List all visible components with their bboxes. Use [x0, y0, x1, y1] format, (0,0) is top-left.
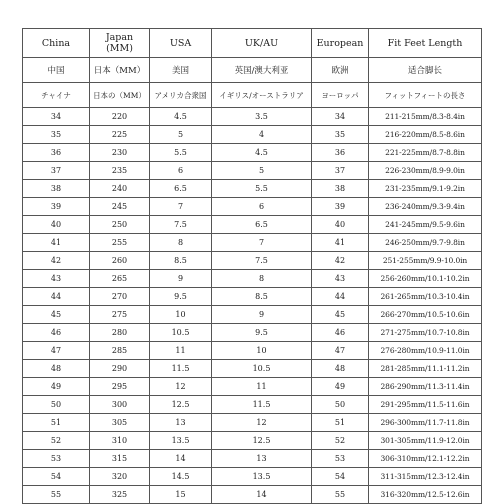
header-zh-japan: 日本（MM） [90, 58, 150, 83]
table-row [23, 360, 482, 378]
table-row [23, 216, 482, 234]
cell-usa-size: 14 [150, 450, 212, 468]
cell-japan-mm-size: 295 [90, 378, 150, 396]
cell-china-size: 54 [23, 468, 90, 486]
cell-china-size: 36 [23, 144, 90, 162]
cell-uk-au-size: 7.5 [212, 252, 312, 270]
header-ja-japan: 日本の（MM） [90, 83, 150, 108]
cell-china-size: 51 [23, 414, 90, 432]
cell-fit-feet-length: 211-215mm/8.3-8.4in [369, 108, 482, 126]
cell-japan-mm-size: 245 [90, 198, 150, 216]
cell-fit-feet-length: 251-255mm/9.9-10.0in [369, 252, 482, 270]
header-row-japanese [23, 83, 482, 108]
cell-japan-mm-size: 230 [90, 144, 150, 162]
header-ja-fit-feet-length: フィットフィートの長さ [369, 83, 482, 108]
cell-japan-mm-size: 290 [90, 360, 150, 378]
cell-japan-mm-size: 285 [90, 342, 150, 360]
cell-china-size: 50 [23, 396, 90, 414]
cell-china-size: 52 [23, 432, 90, 450]
cell-china-size: 46 [23, 324, 90, 342]
cell-japan-mm-size: 240 [90, 180, 150, 198]
cell-european-size: 49 [312, 378, 369, 396]
cell-usa-size: 13 [150, 414, 212, 432]
cell-fit-feet-length: 286-290mm/11.3-11.4in [369, 378, 482, 396]
cell-uk-au-size: 10.5 [212, 360, 312, 378]
cell-uk-au-size: 9 [212, 306, 312, 324]
cell-fit-feet-length: 281-285mm/11.1-11.2in [369, 360, 482, 378]
cell-china-size: 43 [23, 270, 90, 288]
header-ja-china: チャイナ [23, 83, 90, 108]
cell-european-size: 38 [312, 180, 369, 198]
cell-uk-au-size: 5 [212, 162, 312, 180]
cell-china-size: 41 [23, 234, 90, 252]
table-row [23, 108, 482, 126]
table-row [23, 378, 482, 396]
cell-fit-feet-length: 226-230mm/8.9-9.0in [369, 162, 482, 180]
header-zh-fit-feet-length: 适合脚长 [369, 58, 482, 83]
cell-uk-au-size: 5.5 [212, 180, 312, 198]
cell-fit-feet-length: 231-235mm/9.1-9.2in [369, 180, 482, 198]
cell-usa-size: 4.5 [150, 108, 212, 126]
header-fit-feet-length: Fit Feet Length [369, 29, 482, 58]
table-row [23, 324, 482, 342]
cell-japan-mm-size: 270 [90, 288, 150, 306]
cell-european-size: 50 [312, 396, 369, 414]
cell-uk-au-size: 6.5 [212, 216, 312, 234]
header-zh-usa: 美国 [150, 58, 212, 83]
cell-fit-feet-length: 271-275mm/10.7-10.8in [369, 324, 482, 342]
cell-fit-feet-length: 291-295mm/11.5-11.6in [369, 396, 482, 414]
cell-usa-size: 12.5 [150, 396, 212, 414]
cell-european-size: 42 [312, 252, 369, 270]
table-row [23, 270, 482, 288]
cell-japan-mm-size: 305 [90, 414, 150, 432]
cell-japan-mm-size: 250 [90, 216, 150, 234]
header-european: European [312, 29, 369, 58]
cell-fit-feet-length: 266-270mm/10.5-10.6in [369, 306, 482, 324]
cell-uk-au-size: 4.5 [212, 144, 312, 162]
cell-usa-size: 15 [150, 486, 212, 504]
header-zh-china: 中国 [23, 58, 90, 83]
table-row [23, 486, 482, 504]
cell-european-size: 55 [312, 486, 369, 504]
cell-usa-size: 5.5 [150, 144, 212, 162]
cell-china-size: 48 [23, 360, 90, 378]
size-chart-table [22, 28, 482, 504]
cell-china-size: 53 [23, 450, 90, 468]
cell-japan-mm-size: 260 [90, 252, 150, 270]
cell-fit-feet-length: 261-265mm/10.3-10.4in [369, 288, 482, 306]
cell-usa-size: 5 [150, 126, 212, 144]
cell-usa-size: 13.5 [150, 432, 212, 450]
cell-uk-au-size: 13.5 [212, 468, 312, 486]
cell-china-size: 35 [23, 126, 90, 144]
cell-japan-mm-size: 325 [90, 486, 150, 504]
cell-fit-feet-length: 311-315mm/12.3-12.4in [369, 468, 482, 486]
cell-uk-au-size: 12 [212, 414, 312, 432]
cell-japan-mm-size: 275 [90, 306, 150, 324]
cell-uk-au-size: 12.5 [212, 432, 312, 450]
cell-fit-feet-length: 236-240mm/9.3-9.4in [369, 198, 482, 216]
header-japan-mm [90, 29, 150, 58]
cell-fit-feet-length: 316-320mm/12.5-12.6in [369, 486, 482, 504]
header-zh-uk-au: 英国/澳大利亚 [212, 58, 312, 83]
table-row [23, 414, 482, 432]
header-row-chinese [23, 58, 482, 83]
cell-usa-size: 7.5 [150, 216, 212, 234]
cell-uk-au-size: 11 [212, 378, 312, 396]
cell-china-size: 39 [23, 198, 90, 216]
cell-usa-size: 14.5 [150, 468, 212, 486]
cell-usa-size: 11 [150, 342, 212, 360]
cell-japan-mm-size: 255 [90, 234, 150, 252]
cell-uk-au-size: 8 [212, 270, 312, 288]
cell-usa-size: 10.5 [150, 324, 212, 342]
cell-usa-size: 7 [150, 198, 212, 216]
cell-european-size: 34 [312, 108, 369, 126]
cell-uk-au-size: 14 [212, 486, 312, 504]
cell-china-size: 40 [23, 216, 90, 234]
cell-fit-feet-length: 306-310mm/12.1-12.2in [369, 450, 482, 468]
cell-usa-size: 9 [150, 270, 212, 288]
cell-usa-size: 8 [150, 234, 212, 252]
cell-uk-au-size: 4 [212, 126, 312, 144]
cell-european-size: 44 [312, 288, 369, 306]
cell-japan-mm-size: 225 [90, 126, 150, 144]
cell-china-size: 38 [23, 180, 90, 198]
cell-japan-mm-size: 235 [90, 162, 150, 180]
cell-european-size: 48 [312, 360, 369, 378]
table-row [23, 288, 482, 306]
header-ja-usa: アメリカ合衆国 [150, 83, 212, 108]
cell-european-size: 54 [312, 468, 369, 486]
cell-uk-au-size: 9.5 [212, 324, 312, 342]
cell-fit-feet-length: 221-225mm/8.7-8.8in [369, 144, 482, 162]
cell-european-size: 36 [312, 144, 369, 162]
cell-fit-feet-length: 301-305mm/11.9-12.0in [369, 432, 482, 450]
cell-china-size: 49 [23, 378, 90, 396]
cell-usa-size: 6 [150, 162, 212, 180]
header-zh-european: 欧洲 [312, 58, 369, 83]
cell-european-size: 51 [312, 414, 369, 432]
cell-uk-au-size: 11.5 [212, 396, 312, 414]
cell-fit-feet-length: 296-300mm/11.7-11.8in [369, 414, 482, 432]
cell-european-size: 40 [312, 216, 369, 234]
cell-uk-au-size: 6 [212, 198, 312, 216]
cell-european-size: 35 [312, 126, 369, 144]
size-chart-body [23, 29, 482, 504]
header-china: China [23, 29, 90, 58]
cell-usa-size: 10 [150, 306, 212, 324]
header-usa: USA [150, 29, 212, 58]
table-row [23, 144, 482, 162]
cell-fit-feet-length: 216-220mm/8.5-8.6in [369, 126, 482, 144]
header-row-english [23, 29, 482, 58]
cell-european-size: 39 [312, 198, 369, 216]
cell-china-size: 42 [23, 252, 90, 270]
cell-japan-mm-size: 310 [90, 432, 150, 450]
cell-uk-au-size: 8.5 [212, 288, 312, 306]
cell-usa-size: 8.5 [150, 252, 212, 270]
cell-fit-feet-length: 246-250mm/9.7-9.8in [369, 234, 482, 252]
cell-european-size: 46 [312, 324, 369, 342]
header-uk-au: UK/AU [212, 29, 312, 58]
cell-china-size: 55 [23, 486, 90, 504]
table-row [23, 306, 482, 324]
cell-japan-mm-size: 265 [90, 270, 150, 288]
cell-european-size: 37 [312, 162, 369, 180]
cell-european-size: 43 [312, 270, 369, 288]
cell-japan-mm-size: 315 [90, 450, 150, 468]
table-row [23, 432, 482, 450]
cell-usa-size: 9.5 [150, 288, 212, 306]
cell-china-size: 45 [23, 306, 90, 324]
cell-fit-feet-length: 256-260mm/10.1-10.2in [369, 270, 482, 288]
header-ja-european: ヨーロッパ [312, 83, 369, 108]
cell-china-size: 37 [23, 162, 90, 180]
cell-uk-au-size: 7 [212, 234, 312, 252]
cell-uk-au-size: 13 [212, 450, 312, 468]
table-row [23, 450, 482, 468]
table-row [23, 342, 482, 360]
cell-china-size: 47 [23, 342, 90, 360]
cell-fit-feet-length: 241-245mm/9.5-9.6in [369, 216, 482, 234]
table-row [23, 198, 482, 216]
table-row [23, 468, 482, 486]
cell-usa-size: 11.5 [150, 360, 212, 378]
table-row [23, 234, 482, 252]
cell-european-size: 47 [312, 342, 369, 360]
cell-usa-size: 12 [150, 378, 212, 396]
cell-japan-mm-size: 300 [90, 396, 150, 414]
table-row [23, 396, 482, 414]
header-japan-mm-text: Japan (MM) [105, 32, 134, 54]
table-row [23, 126, 482, 144]
cell-uk-au-size: 10 [212, 342, 312, 360]
header-ja-uk-au: イギリス/オーストラリア [212, 83, 312, 108]
table-row [23, 162, 482, 180]
cell-uk-au-size: 3.5 [212, 108, 312, 126]
cell-european-size: 41 [312, 234, 369, 252]
cell-usa-size: 6.5 [150, 180, 212, 198]
table-row [23, 180, 482, 198]
cell-european-size: 52 [312, 432, 369, 450]
cell-china-size: 34 [23, 108, 90, 126]
cell-japan-mm-size: 320 [90, 468, 150, 486]
cell-european-size: 45 [312, 306, 369, 324]
cell-japan-mm-size: 220 [90, 108, 150, 126]
cell-japan-mm-size: 280 [90, 324, 150, 342]
table-row [23, 252, 482, 270]
cell-european-size: 53 [312, 450, 369, 468]
cell-china-size: 44 [23, 288, 90, 306]
cell-fit-feet-length: 276-280mm/10.9-11.0in [369, 342, 482, 360]
